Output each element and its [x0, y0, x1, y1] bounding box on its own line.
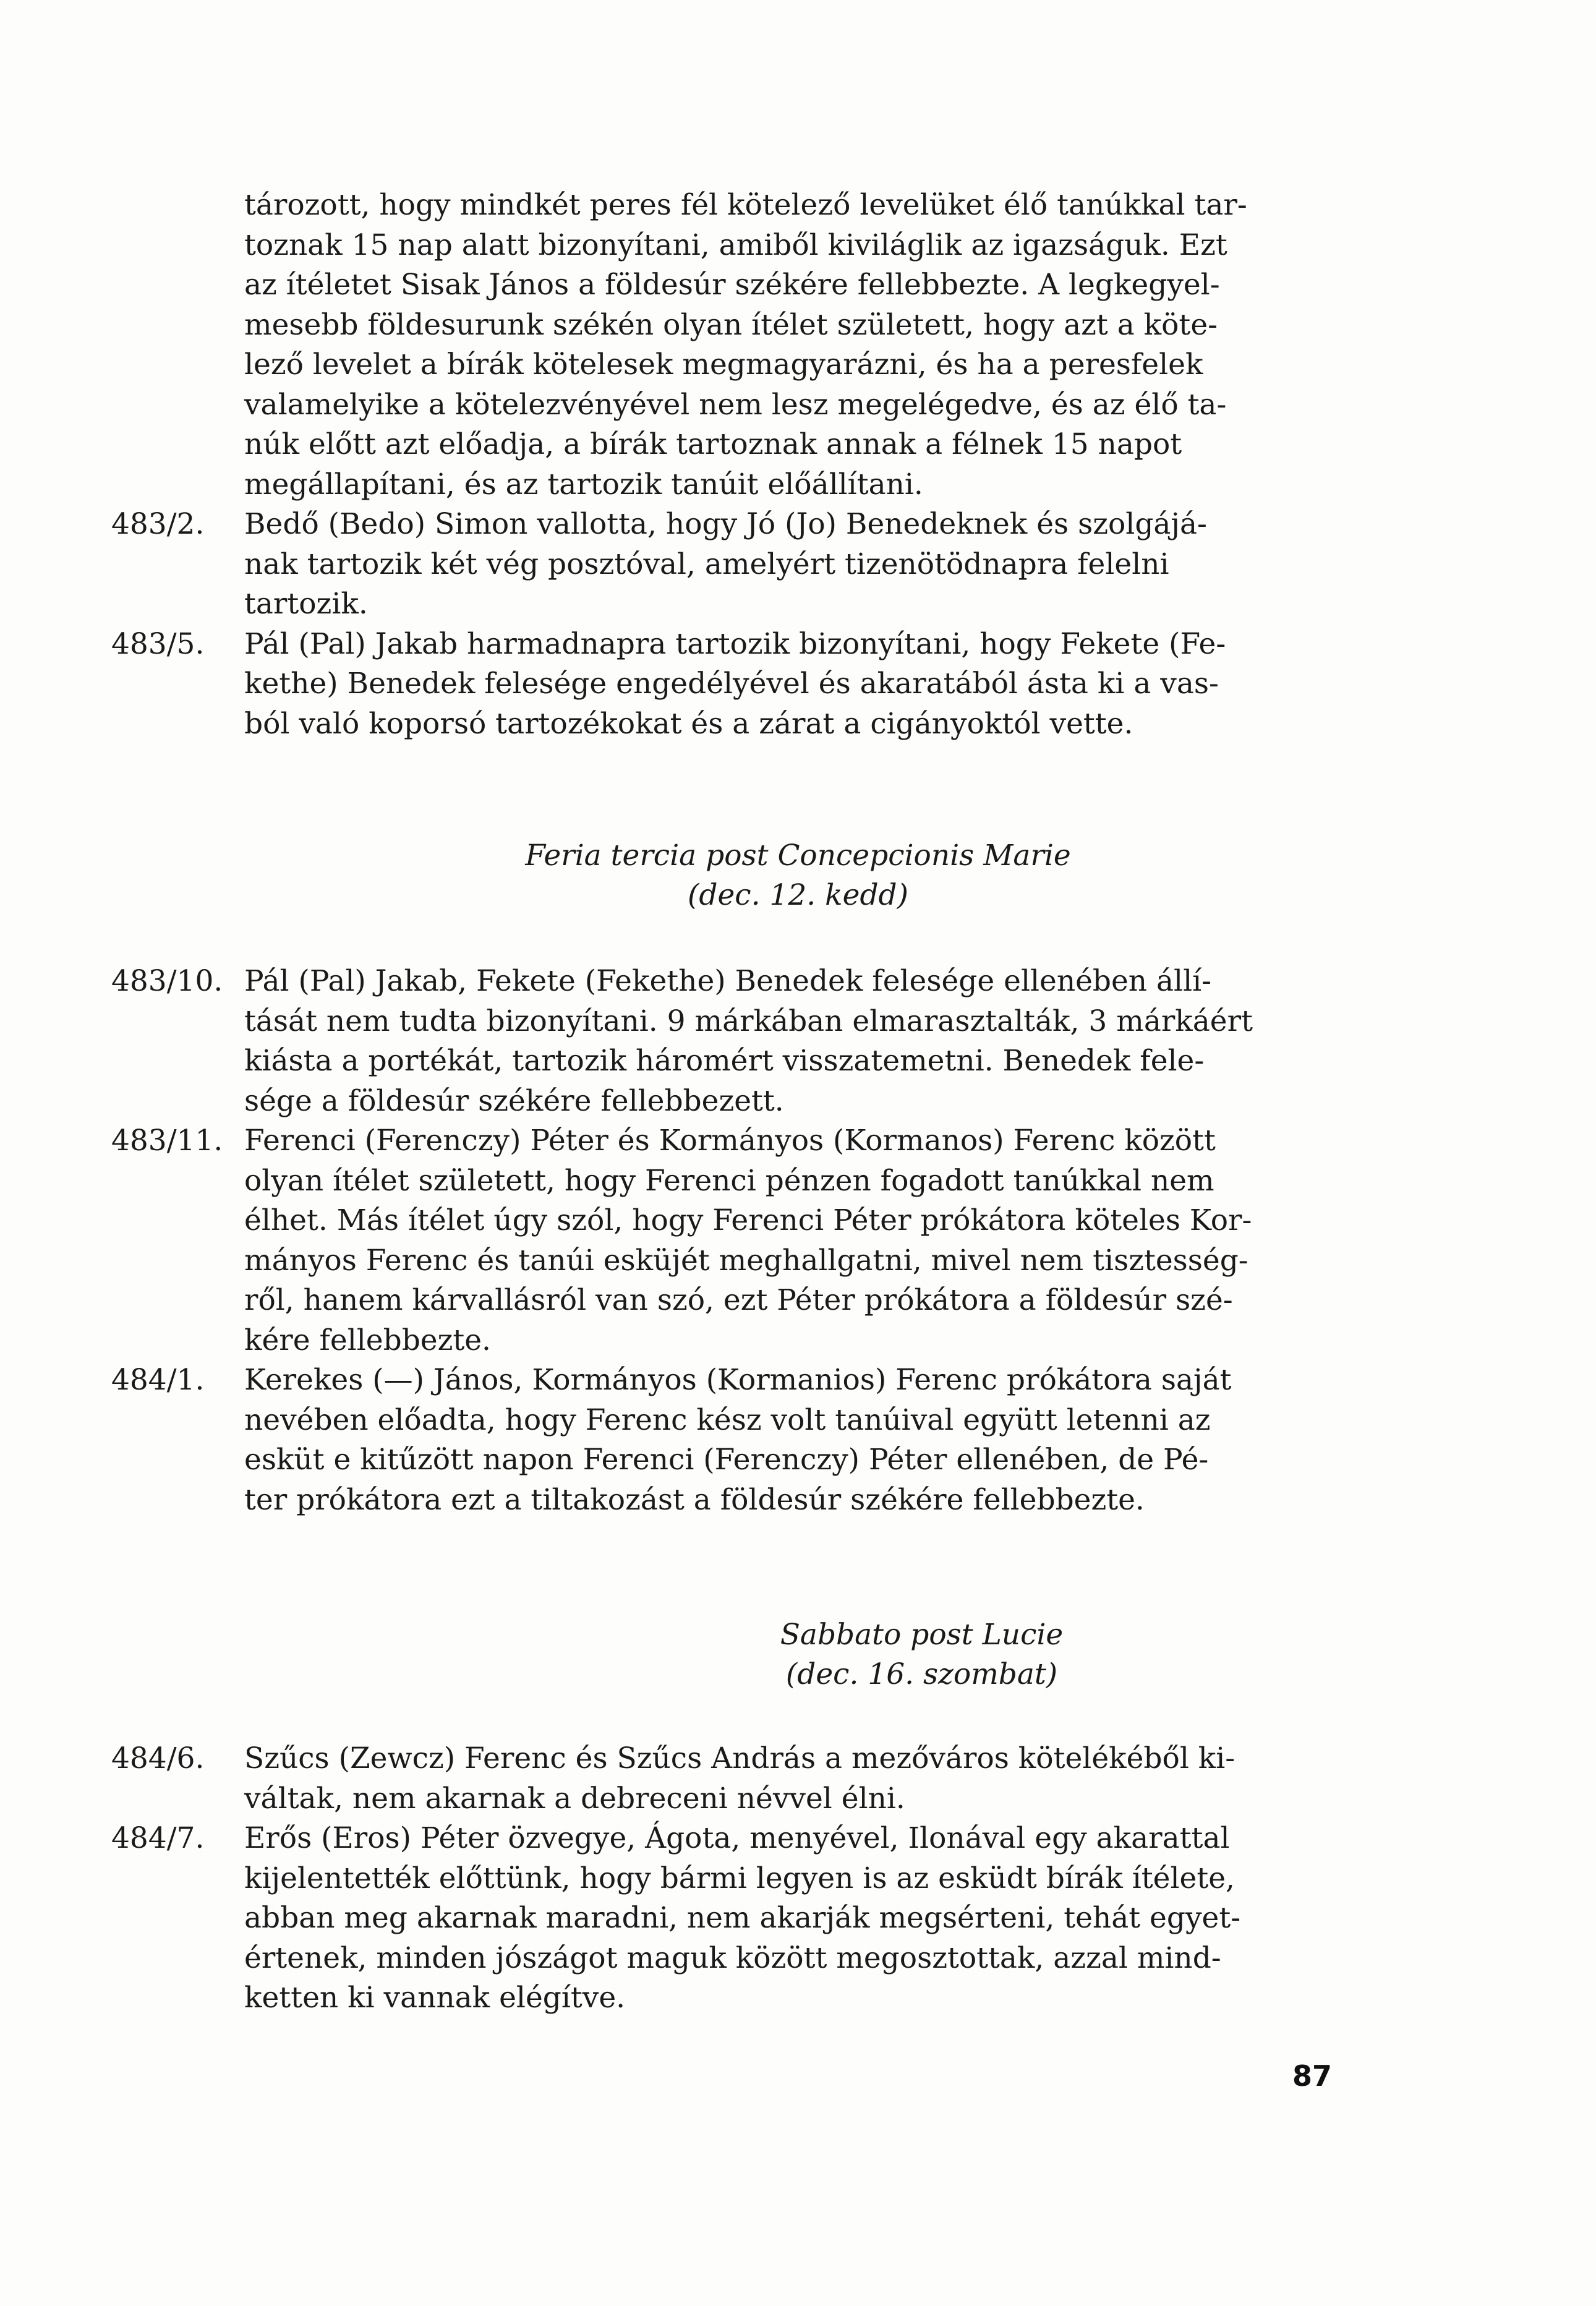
text-line: Erős (Eros) Péter özvegye, Ágota, menyével, Ilonával egy akarattal: [244, 1821, 1230, 1855]
text-line: lező levelet a bírák kötelesek megmagyarázni, és ha a peresfelek: [244, 348, 1203, 382]
text-line: kijelentették előttünk, hogy bármi legyen is az esküdt bírák ítélete,: [244, 1861, 1235, 1895]
text-line: esküt e kitűzött napon Ferenci (Ferenczy) Péter ellenében, de Pé-: [244, 1443, 1209, 1477]
page-number: 87: [1292, 2059, 1333, 2093]
text-line: kére fellebbezte.: [244, 1323, 491, 1357]
section-1: [111, 186, 1357, 744]
entry-number: 483/11.: [111, 1124, 223, 1158]
entry-number: 483/2.: [111, 507, 205, 541]
entry-number: 483/10.: [111, 964, 223, 998]
text-line: váltak, nem akarnak a debreceni névvel élni.: [244, 1781, 905, 1816]
text-line: ketten ki vannak elégítve.: [244, 1981, 626, 2015]
entry-number: 484/7.: [111, 1821, 205, 1855]
text-line: nevében előadta, hogy Ferenc kész volt tanúival együtt letenni az: [244, 1403, 1211, 1437]
text-line: ból való koporsó tartozékokat és a zárat a cigányoktól vette.: [244, 706, 1133, 741]
text-line: megállapítani, és az tartozik tanúit előállítani.: [244, 467, 923, 502]
section-3: [111, 1739, 1357, 2018]
text-line: kiásta a portékát, tartozik háromért visszatemetni. Benedek fele-: [244, 1044, 1205, 1078]
text-line: mesebb földesurunk székén olyan ítélet született, hogy azt a köte-: [244, 307, 1218, 342]
text-line: olyan ítélet született, hogy Ferenci pénzen fogadott tanúkkal nem: [244, 1163, 1214, 1198]
entry-484-1: [111, 1360, 1357, 1520]
entry-number: 483/5.: [111, 626, 205, 661]
text-line: tározott, hogy mindkét peres fél kötelező levelüket élő tanúkkal tar-: [244, 188, 1247, 222]
text-line: sége a földesúr székére fellebbezett.: [244, 1083, 784, 1118]
text-line: Ferenci (Ferenczy) Péter és Kormányos (Kormanos) Ferenc között: [244, 1124, 1216, 1158]
section-2: [111, 962, 1357, 1520]
entry-484-6: [111, 1739, 1357, 1819]
text-line: toznak 15 nap alatt bizonyítani, amiből kiviláglik az igazságuk. Ezt: [244, 228, 1227, 262]
text-line: Pál (Pal) Jakab, Fekete (Fekethe) Benedek felesége ellenében állí-: [244, 964, 1212, 998]
text-line: abban meg akarnak maradni, nem akarják megsérteni, tehát egyet-: [244, 1901, 1241, 1935]
text-line: mányos Ferenc és tanúi esküjét meghallgatni, mivel nem tisztesség-: [244, 1243, 1248, 1278]
text-line: ter prókátora ezt a tiltakozást a földesúr székére fellebbezte.: [244, 1482, 1145, 1517]
text-line: tását nem tudta bizonyítani. 9 márkában elmarasztalták, 3 márkáért: [244, 1004, 1253, 1038]
heading-date: (dec. 16. szombat): [785, 1657, 1058, 1691]
entry-483-5: [111, 625, 1357, 745]
text-line: kethe) Benedek felesége engedélyével és akaratából ásta ki a vas-: [244, 667, 1219, 701]
entry-number: 484/6.: [111, 1741, 205, 1775]
text-line: núk előtt azt előadja, a bírák tartoznak annak a félnek 15 napot: [244, 427, 1182, 461]
heading-title: Feria tercia post Concepcionis Marie: [525, 839, 1071, 873]
continuation-paragraph: [111, 186, 1357, 505]
heading-title: Sabbato post Lucie: [780, 1618, 1064, 1652]
text-line: nak tartozik két vég posztóval, amelyért tizenötödnapra felelni: [244, 547, 1169, 581]
text-line: valamelyike a kötelezvényével nem lesz megelégedve, és az élő ta-: [244, 387, 1227, 422]
entry-483-11: [111, 1121, 1357, 1360]
text-line: Pál (Pal) Jakab harmadnapra tartozik bizonyítani, hogy Fekete (Fe-: [244, 626, 1226, 661]
entry-484-7: [111, 1819, 1357, 2018]
section-heading-1: [0, 836, 1596, 915]
section-heading-2: [124, 1615, 1596, 1694]
text-line: élhet. Más ítélet úgy szól, hogy Ferenci Péter prókátora köteles Kor-: [244, 1203, 1252, 1237]
text-line: az ítéletet Sisak János a földesúr székére fellebbezte. A legkegyel-: [244, 268, 1220, 302]
text-line: Szűcs (Zewcz) Ferenc és Szűcs András a mezőváros kötelékéből ki-: [244, 1741, 1235, 1775]
text-line: Bedő (Bedo) Simon vallotta, hogy Jó (Jo) Benedeknek és szolgájá-: [244, 507, 1207, 541]
text-line: Kerekes (—) János, Kormányos (Kormanios) Ferenc prókátora saját: [244, 1363, 1232, 1397]
text-line: ről, hanem kárvallásról van szó, ezt Péter prókátora a földesúr szé-: [244, 1283, 1233, 1317]
entry-number: 484/1.: [111, 1363, 205, 1397]
text-line: tartozik.: [244, 587, 368, 621]
heading-date: (dec. 12. kedd): [688, 878, 908, 912]
entry-483-2: [111, 505, 1357, 625]
text-line: értenek, minden jószágot maguk között megosztottak, azzal mind-: [244, 1941, 1221, 1975]
entry-483-10: [111, 962, 1357, 1121]
